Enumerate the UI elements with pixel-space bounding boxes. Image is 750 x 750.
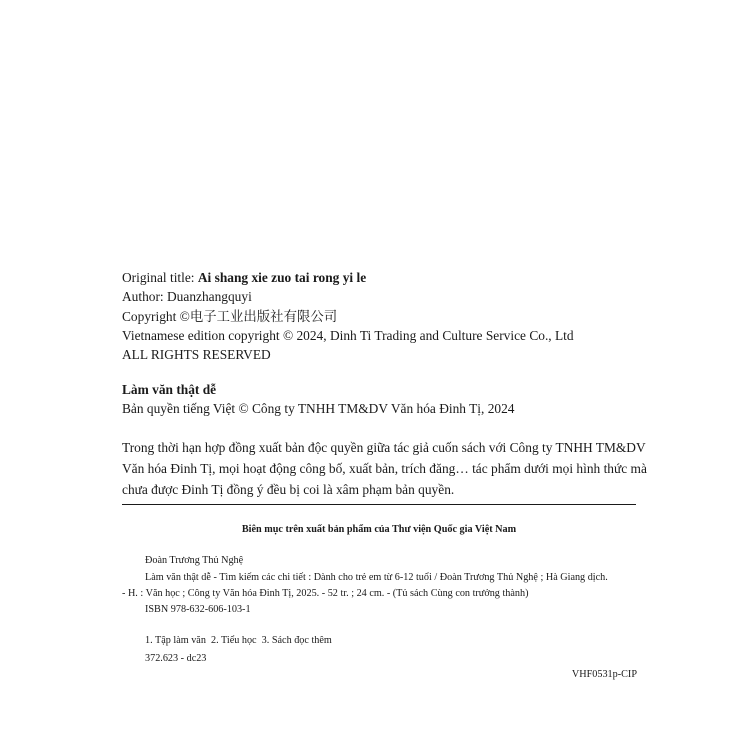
cip-isbn: ISBN 978-632-606-103-1 [145, 604, 251, 615]
divider-rule [122, 504, 636, 505]
original-title-line [122, 268, 682, 287]
vietnamese-copyright: Bản quyền tiếng Việt © Công ty TNHH TM&DV Văn hóa Đinh Tị, 2024 [122, 401, 515, 417]
cip-code: VHF0531p-CIP [571, 669, 637, 680]
author-line: Author: Duanzhangquyi [122, 289, 252, 305]
original-info-block [122, 268, 682, 364]
cip-description-line-1: Làm văn thật dễ - Tìm kiếm các chi tiết : Dành cho trẻ em từ 6-12 tuổi / Đoàn Trương Thủ Nghệ ; Hà Giang dịch. [145, 572, 608, 583]
copyright-notice [122, 437, 647, 500]
vietnamese-info-block [122, 380, 682, 419]
cip-description-line-2: - H. : Văn học ; Công ty Văn hóa Đinh Tị, 2025. - 52 tr. ; 24 cm. - (Tủ sách Cùng con trưởng thành) [122, 588, 529, 599]
original-title-label: Original title: [122, 270, 198, 285]
rights-line: ALL RIGHTS RESERVED [122, 347, 271, 363]
notice-line-3: chưa được Đinh Tị đồng ý đều bị coi là xâm phạm bản quyền. [122, 482, 455, 497]
cip-heading: Biên mục trên xuất bản phẩm của Thư viện Quốc gia Việt Nam [241, 524, 517, 535]
vietnamese-edition-line: Vietnamese edition copyright © 2024, Dinh Ti Trading and Culture Service Co., Ltd [122, 327, 574, 343]
cip-ddc: 372.623 - dc23 [145, 653, 207, 664]
cip-subjects: 1. Tập làm văn 2. Tiểu học 3. Sách đọc thêm [145, 635, 332, 646]
notice-line-1: Trong thời hạn hợp đồng xuất bản độc quyền giữa tác giả cuốn sách với Công ty TNHH TM&DV [122, 440, 646, 455]
notice-line-2: Văn hóa Đinh Tị, mọi hoạt động công bố, xuất bản, trích đăng… tác phẩm dưới mọi hình thức mà [122, 461, 647, 476]
cip-author: Đoàn Trương Thủ Nghệ [145, 555, 244, 566]
vietnamese-title: Làm văn thật dễ [122, 382, 217, 397]
original-title-value: Ai shang xie zuo tai rong yi le [197, 270, 367, 285]
copyright-line: Copyright ©电子工业出版社有限公司 [122, 308, 338, 324]
